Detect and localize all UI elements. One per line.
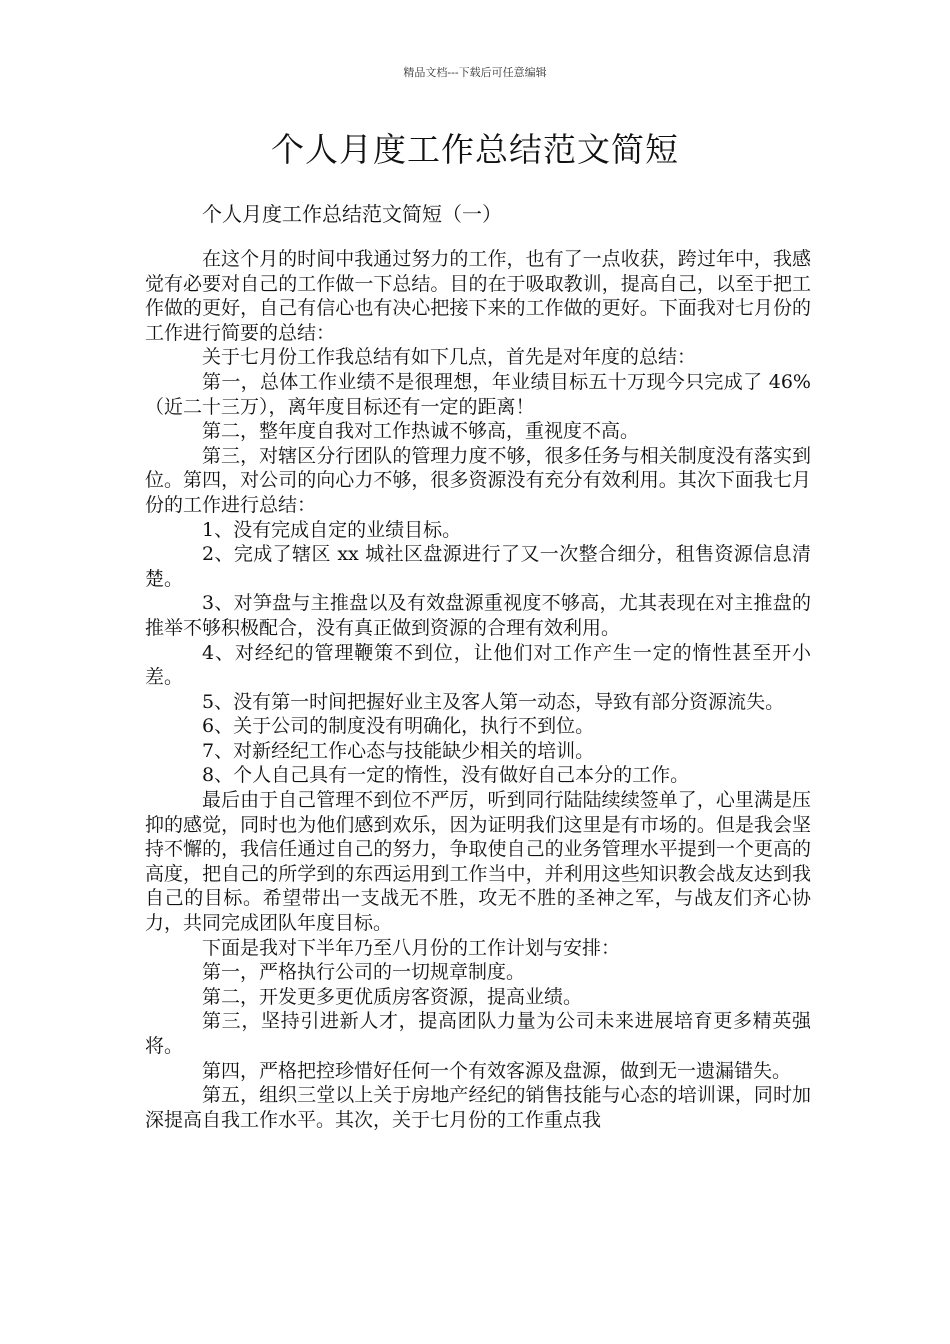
plan-item-2: 第二，开发更多更优质房客资源，提高业绩。 (202, 985, 583, 1008)
plan-item-5: 第五，组织三堂以上关于房地产经纪的销售技能与心态的培训课，同时加深提高自我工作水平。其次，关于七月份的工作重点我 (145, 1084, 811, 1131)
paragraph-reflection: 最后由于自己管理不到位不严厉，听到同行陆陆续续签单了，心里满是压抑的感觉，同时也为他们感到欢乐，因为证明我们这里是有市场的。但是我会坚持不懈的，我信任通过自己的努力，争取使自己的业务管理水平提到一个更高的高度，把自己的所学到的东西运用到工作当中，并利用这些知识教会战友达到我自己的目标。希望带出一支战无不胜，攻无不胜的圣神之军，与战友们齐心协力，共同完成团队年度目标。 (145, 789, 811, 935)
list-item-1: 1、没有完成自定的业绩目标。 (202, 518, 462, 541)
paragraph-summary-heading: 关于七月份工作我总结有如下几点，首先是对年度的总结： (202, 346, 697, 369)
paragraph-point-2: 第二，整年度自我对工作热诚不够高，重视度不高。 (202, 420, 640, 443)
paragraph-point-1: 第一，总体工作业绩不是很理想，年业绩目标五十万现今只完成了 46%（近二十三万），离年度目标还有一定的距离！ (145, 370, 811, 418)
paragraph-point-3: 第三，对辖区分行团队的管理力度不够，很多任务与相关制度没有落实到位。第四，对公司的向心力不够，很多资源没有充分有效利用。其次下面我七月份的工作进行总结： (145, 444, 811, 516)
list-item-5: 5、没有第一时间把握好业主及客人第一动态，导致有部分资源流失。 (202, 690, 785, 713)
list-item-8: 8、个人自己具有一定的惰性，没有做好自己本分的工作。 (202, 764, 690, 787)
page-header: 精品文档---下载后可任意编辑 (403, 66, 547, 79)
list-item-4: 4、对经纪的管理鞭策不到位，让他们对工作产生一定的惰性甚至开小差。 (145, 641, 811, 689)
document-subtitle: 个人月度工作总结范文简短（一） (202, 202, 502, 226)
list-item-7: 7、对新经纪工作心态与技能缺少相关的培训。 (202, 739, 595, 762)
paragraph-plan-heading: 下面是我对下半年乃至八月份的工作计划与安排： (202, 936, 621, 959)
list-item-2: 2、完成了辖区 xx 城社区盘源进行了又一次整合细分，租售资源信息清楚。 (145, 543, 811, 590)
plan-item-4: 第四，严格把控珍惜好任何一个有效客源及盘源，做到无一遗漏错失。 (202, 1059, 792, 1082)
paragraph-intro: 在这个月的时间中我通过努力的工作，也有了一点收获，跨过年中，我感觉有必要对自己的工作做一下总结。目的在于吸取教训，提高自己，以至于把工作做的更好，自己有信心也有决心把接下来的工作做的更好。下面我对七月份的工作进行简要的总结： (145, 248, 811, 344)
list-item-6: 6、关于公司的制度没有明确化，执行不到位。 (202, 715, 595, 738)
document-body (145, 247, 811, 1132)
document-title: 个人月度工作总结范文简短 (271, 130, 679, 169)
plan-item-1: 第一，严格执行公司的一切规章制度。 (202, 961, 526, 984)
list-item-3: 3、对笋盘与主推盘以及有效盘源重视度不够高，尤其表现在对主推盘的推举不够积极配合，没有真正做到资源的合理有效利用。 (145, 592, 811, 639)
plan-item-3: 第三，坚持引进新人才，提高团队力量为公司未来进展培育更多精英强将。 (145, 1010, 811, 1057)
